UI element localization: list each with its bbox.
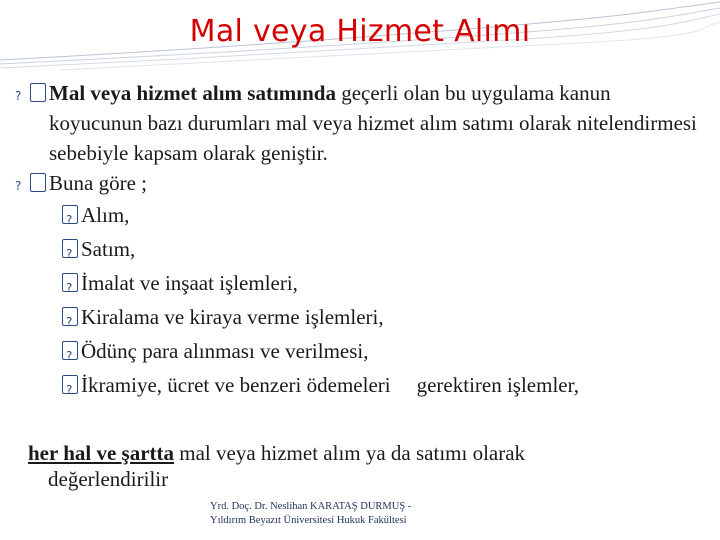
lead-text: Buna göre ; — [49, 171, 147, 195]
missing-glyph-box-icon — [62, 375, 78, 394]
missing-glyph-box-icon — [30, 83, 46, 102]
missing-glyph-box-icon — [62, 205, 78, 224]
list-item-text: Ödünç para alınması ve verilmesi, — [81, 339, 369, 363]
missing-glyph-box-icon — [62, 307, 78, 326]
list-item-text: Alım, — [81, 203, 130, 227]
list-item-text: İkramiye, ücret ve benzeri ödemeleri — [81, 373, 391, 397]
intro-rest: geçerli olan bu uygulama kanun koyucunun bazı durumları mal veya hizmet alım satımı olarak nitelendirmesi sebebiyle kapsam olarak geniştir. — [49, 81, 697, 165]
list-item — [62, 198, 700, 232]
list-item-text: Satım, — [81, 237, 136, 261]
missing-glyph-box-icon — [30, 173, 46, 192]
footer-institution: Yıldırım Beyazıt Üniversitesi Hukuk Fakültesi — [210, 515, 407, 526]
conclusion-rest: mal veya hizmet alım ya da satımı olarak — [174, 441, 526, 465]
intro-bold: Mal veya hizmet alım satımında — [49, 81, 336, 105]
lead-paragraph — [30, 168, 700, 198]
list-item — [62, 334, 700, 368]
list-item — [62, 266, 700, 300]
list-item — [62, 300, 700, 334]
list-item — [62, 368, 700, 402]
intro-paragraph — [30, 78, 700, 168]
missing-glyph-box-icon — [62, 273, 78, 292]
list-item-text: İmalat ve inşaat işlemleri, — [81, 271, 298, 295]
slide-body — [30, 78, 700, 402]
list-item-text-cont: gerektiren işlemler, — [416, 373, 580, 397]
footer-author: Yrd. Doç. Dr. Neslihan KARATAŞ DURMUŞ - — [210, 501, 412, 512]
conclusion-cont: değerlendirilir — [48, 467, 169, 491]
conclusion-paragraph — [28, 440, 668, 492]
slide-title: Mal veya Hizmet Alımı — [189, 14, 531, 49]
conclusion-underlined: her hal ve şartta — [28, 441, 175, 465]
missing-glyph-box-icon — [62, 341, 78, 360]
list-item-text: Kiralama ve kiraya verme işlemleri, — [81, 305, 384, 329]
list-item — [62, 232, 700, 266]
missing-glyph-box-icon — [62, 239, 78, 258]
slide-footer — [210, 500, 470, 528]
